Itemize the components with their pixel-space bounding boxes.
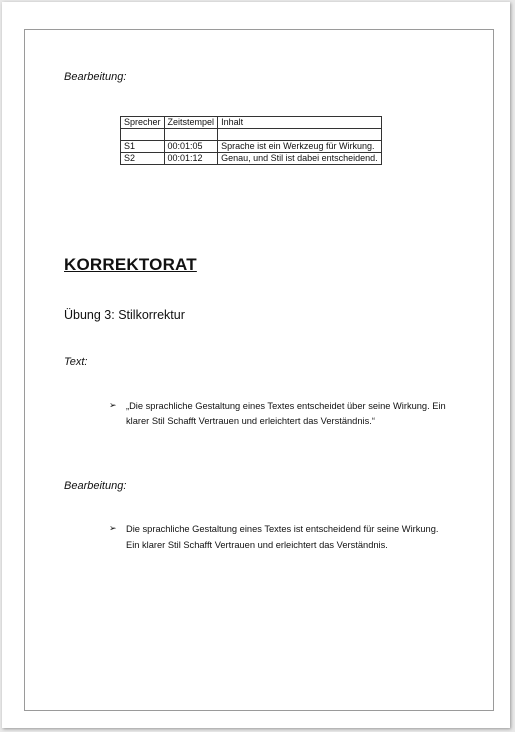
table-row — [121, 153, 382, 165]
section-label-text: Text: — [64, 356, 88, 368]
table-row — [121, 141, 382, 153]
header-inhalt: Inhalt — [218, 117, 382, 129]
document-page — [2, 2, 510, 728]
table-cell — [121, 129, 165, 141]
table-cell: 00:01:12 — [164, 153, 218, 165]
table-cell: Genau, und Stil ist dabei entscheidend. — [218, 153, 382, 165]
table-header-row — [121, 117, 382, 129]
table-cell: Sprache ist ein Werkzeug für Wirkung. — [218, 141, 382, 153]
edit-paragraph-line-2: Ein klarer Stil Schafft Vertrauen und erleichtert das Verständnis. — [126, 540, 388, 550]
section-label-bearbeitung: Bearbeitung: — [64, 71, 127, 83]
transcript-table — [120, 116, 382, 165]
exercise-title: Übung 3: Stilkorrektur — [64, 308, 185, 322]
bullet-arrow-icon: ➢ — [109, 400, 117, 410]
header-sprecher: Sprecher — [121, 117, 165, 129]
edit-paragraph-line-1: Die sprachliche Gestaltung eines Textes ist entscheidend für seine Wirkung. — [126, 524, 439, 534]
table-cell — [164, 129, 218, 141]
text-paragraph-line-1: „Die sprachliche Gestaltung eines Textes entscheidet über seine Wirkung. Ein — [126, 401, 446, 411]
table-cell: S1 — [121, 141, 165, 153]
main-heading: KORREKTORAT — [64, 255, 197, 274]
header-zeitstempel: Zeitstempel — [164, 117, 218, 129]
section-label-bearbeitung-2: Bearbeitung: — [64, 480, 127, 492]
table-cell — [218, 129, 382, 141]
table-cell: 00:01:05 — [164, 141, 218, 153]
table-cell: S2 — [121, 153, 165, 165]
table-row — [121, 129, 382, 141]
text-paragraph-line-2: klarer Stil Schafft Vertrauen und erleichtert das Verständnis.“ — [126, 416, 375, 426]
bullet-arrow-icon: ➢ — [109, 523, 117, 533]
